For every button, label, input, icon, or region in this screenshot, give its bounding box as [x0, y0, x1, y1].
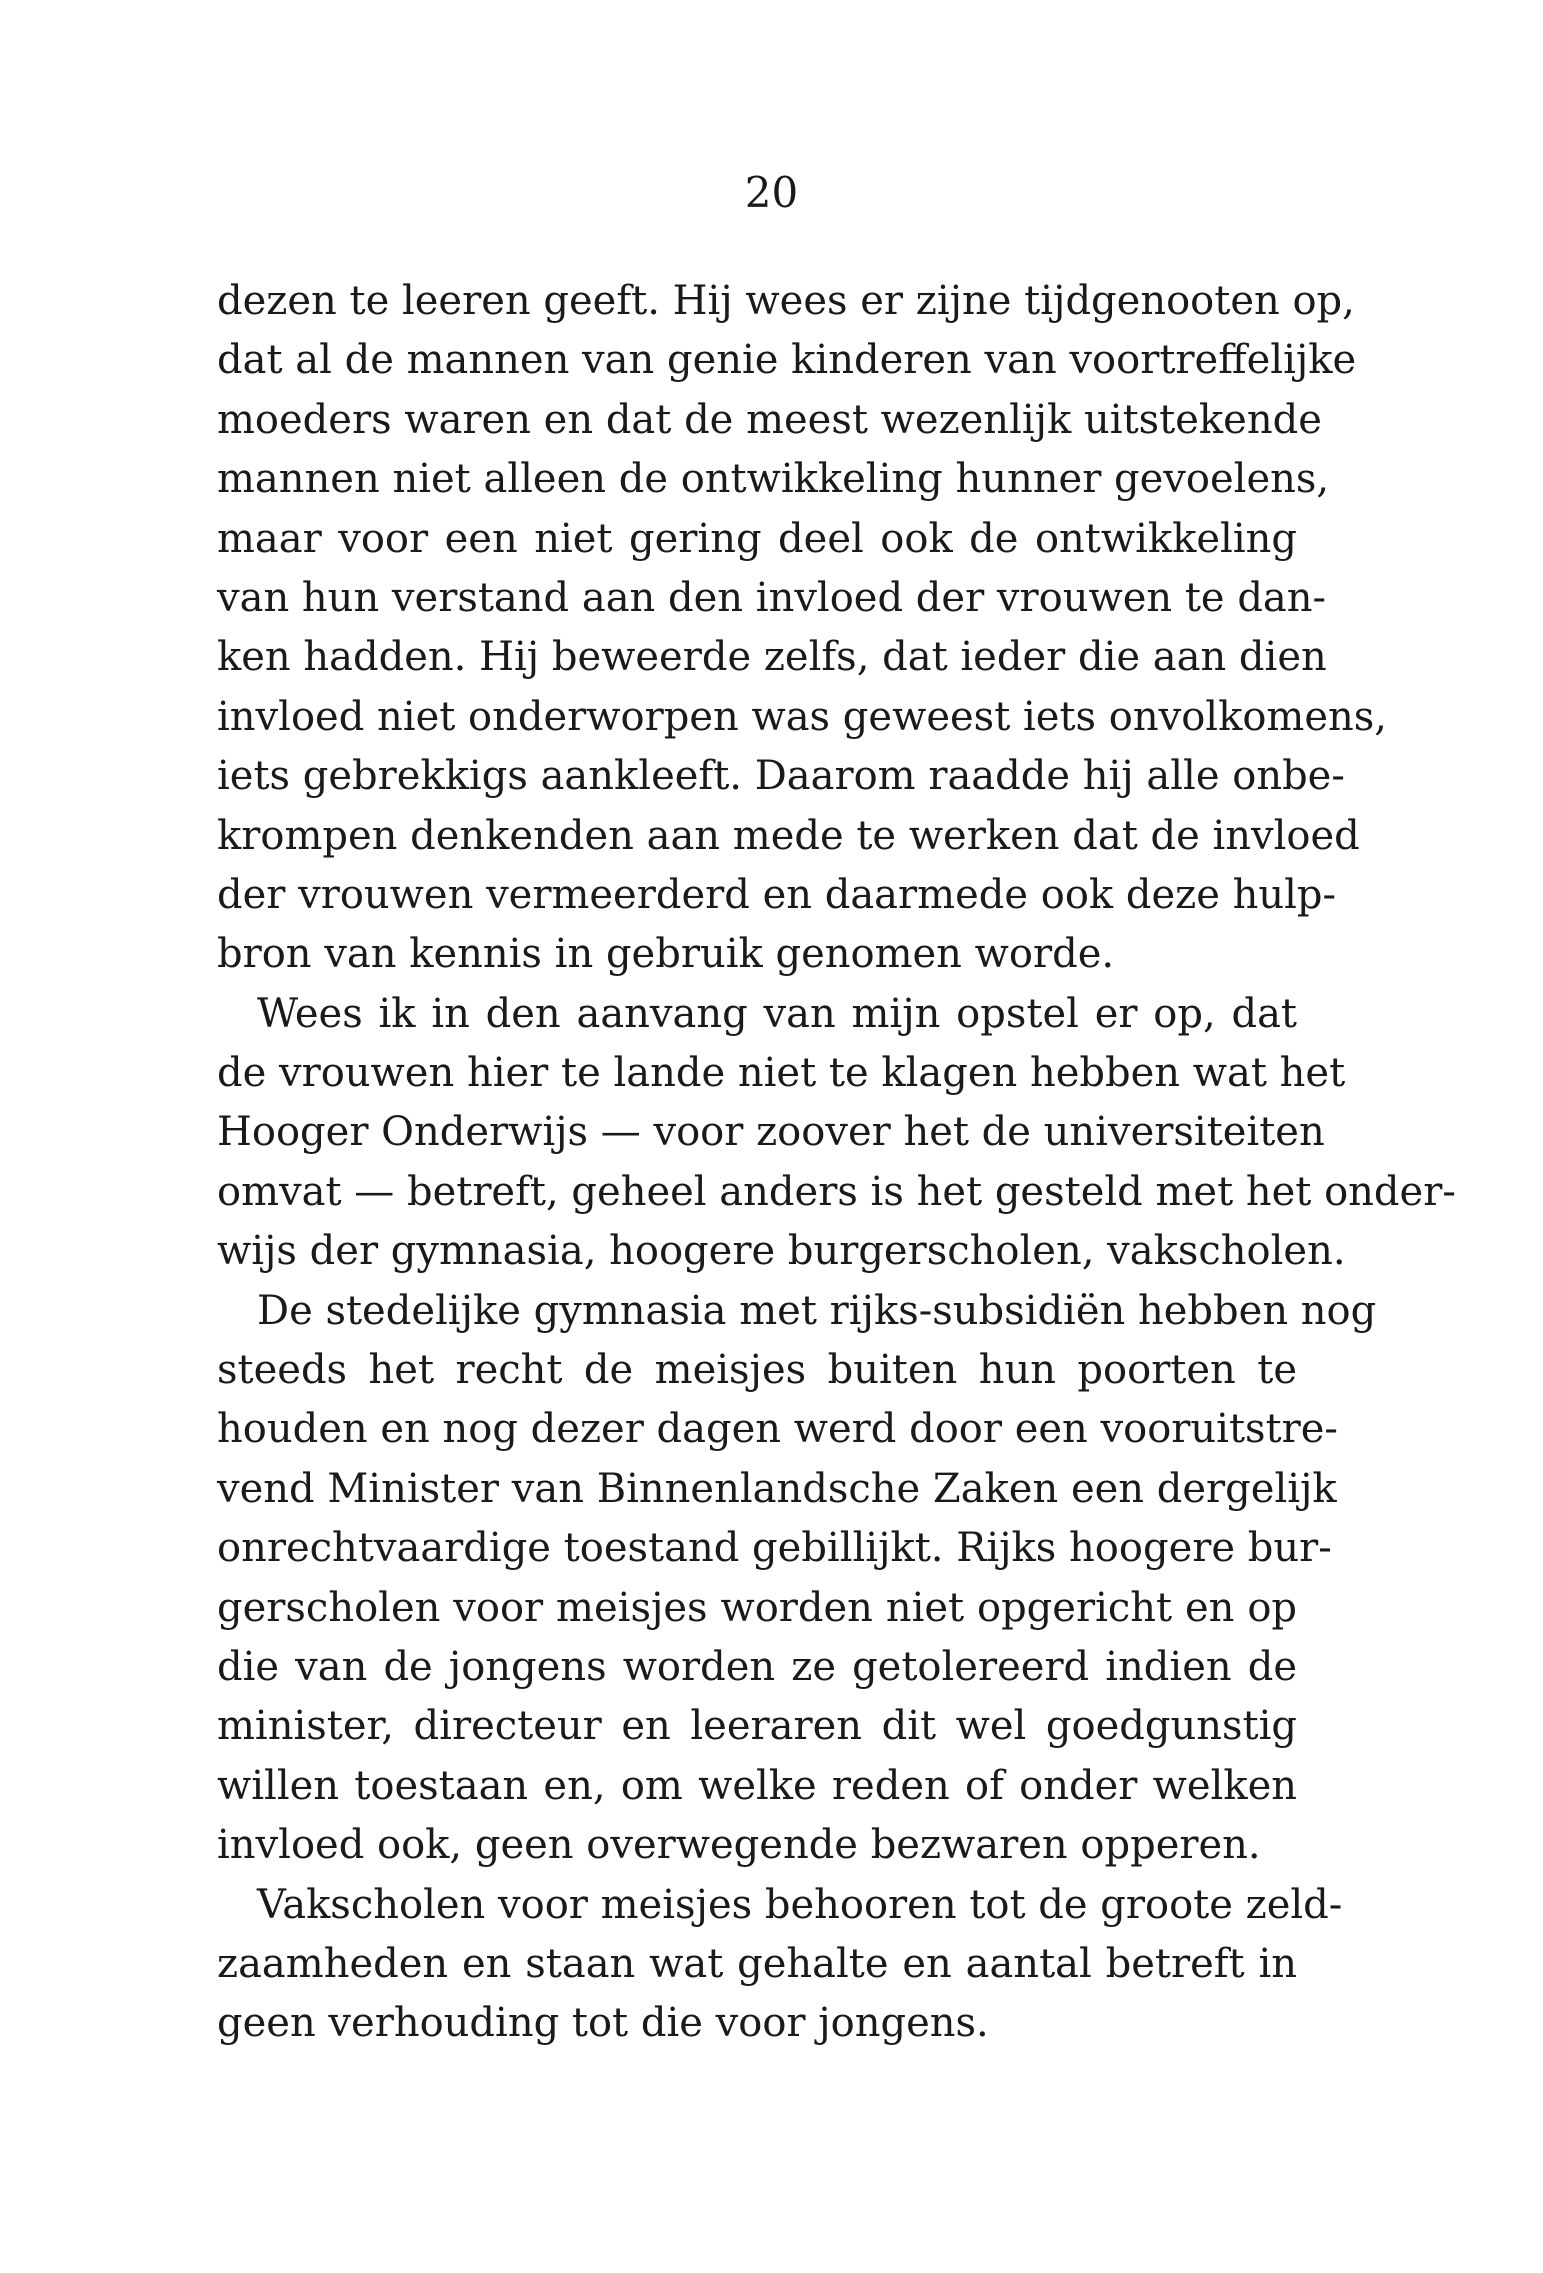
- body-text: [217, 272, 1456, 2054]
- text-line: houden en nog dezer dagen werd door een vooruitstre-: [217, 1406, 1338, 1453]
- text-line: geen verhouding tot die voor jongens.: [217, 2000, 989, 2047]
- text-line: steeds het recht de meisjes buiten hun poorten te: [217, 1347, 1297, 1394]
- text-line: bron van kennis in gebruik genomen worde.: [217, 931, 1115, 978]
- text-line: invloed niet onderworpen was geweest iets onvolkomens,: [217, 693, 1387, 740]
- text-line: De stedelijke gymnasia met rijks-subsidiën hebben nog: [257, 1287, 1377, 1334]
- text-line: willen toestaan en, om welke reden of onder welken: [217, 1762, 1297, 1809]
- text-line: Vakscholen voor meisjes behooren tot de groote zeld-: [257, 1881, 1343, 1928]
- text-line: Wees ik in den aanvang van mijn opstel er op, dat: [257, 990, 1297, 1037]
- text-line: onrechtvaardige toestand gebillijkt. Rijks hoogere bur-: [217, 1525, 1332, 1572]
- text-line: die van de jongens worden ze getolereerd indien de: [217, 1643, 1297, 1690]
- text-line: ken hadden. Hij beweerde zelfs, dat ieder die aan dien: [217, 634, 1327, 681]
- text-line: dat al de mannen van genie kinderen van voortreffelijke: [217, 337, 1357, 384]
- text-line: omvat — betreft, geheel anders is het gesteld met het onder-: [217, 1168, 1456, 1215]
- text-line: zaamheden en staan wat gehalte en aantal betreft in: [217, 1940, 1297, 1987]
- text-line: gerscholen voor meisjes worden niet opgericht en op: [217, 1584, 1297, 1631]
- text-line: Hooger Onderwijs — voor zoover het de universiteiten: [217, 1109, 1325, 1156]
- text-line: moeders waren en dat de meest wezenlijk uitstekende: [217, 396, 1322, 443]
- text-line: vend Minister van Binnenlandsche Zaken een dergelijk: [217, 1465, 1337, 1512]
- text-line: krompen denkenden aan mede te werken dat de invloed: [217, 812, 1360, 859]
- text-line: mannen niet alleen de ontwikkeling hunner gevoelens,: [217, 456, 1330, 503]
- text-line: wijs der gymnasia, hoogere burgerscholen, vakscholen.: [217, 1228, 1346, 1275]
- text-line: der vrouwen vermeerderd en daarmede ook deze hulp-: [217, 871, 1337, 918]
- text-line: maar voor een niet gering deel ook de ontwikkeling: [217, 515, 1297, 562]
- text-line: dezen te leeren geeft. Hij wees er zijne tijdgenooten op,: [217, 278, 1355, 324]
- text-line: invloed ook, geen overwegende bezwaren opperen.: [217, 1822, 1261, 1869]
- page-number: 20: [744, 168, 799, 217]
- text-line: van hun verstand aan den invloed der vrouwen te dan-: [217, 574, 1327, 621]
- text-line: minister, directeur en leeraren dit wel goedgunstig: [217, 1703, 1297, 1750]
- text-line: iets gebrekkigs aankleeft. Daarom raadde hij alle onbe-: [217, 753, 1345, 800]
- text-line: de vrouwen hier te lande niet te klagen hebben wat het: [217, 1050, 1346, 1097]
